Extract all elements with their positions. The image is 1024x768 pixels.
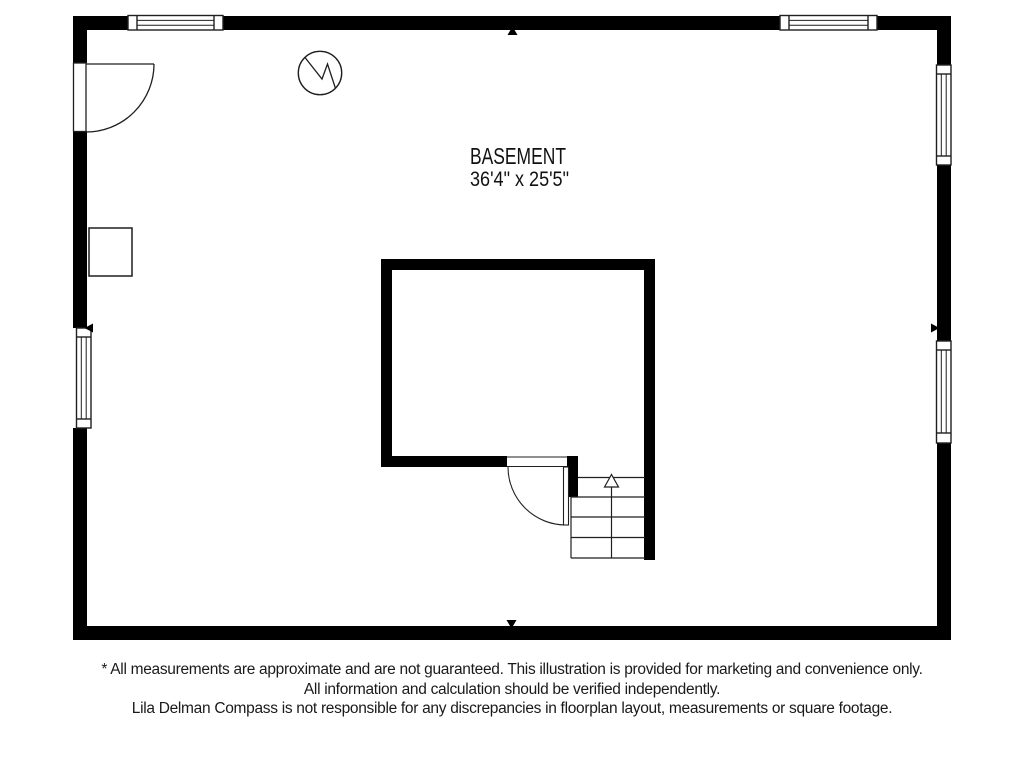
right-wall-segment [937,443,951,626]
disclaimer-text [0,660,1024,719]
door-swing-arc [508,467,566,525]
right-wall-segment [937,165,951,341]
stair-enclosure-walls [381,259,655,560]
window-right-upper [937,65,952,165]
enclosure-bottom-wall [381,456,507,467]
wall-markers [85,27,940,629]
enclosure-left-wall [381,259,392,467]
bottom-wall [73,626,951,640]
left-wall-segment [73,428,87,626]
exterior-door [74,63,155,132]
stair-treads [571,478,645,559]
enclosure-right-wall [644,259,655,560]
window-right-lower [937,341,952,443]
stair-direction-arrow [605,475,619,559]
door-leaf [564,467,569,525]
room-dimensions: 36'4" x 25'5" [470,168,569,191]
windows [77,16,952,444]
left-wall-segment [73,16,87,63]
staircase [571,475,645,559]
door-jamb [74,63,87,132]
enclosure-top-wall [381,259,655,270]
top-wall-segment [223,16,780,30]
disclaimer-line-1: * All measurements are approximate and are not guaranteed. This illustration is provided for marketing and convenience only. [101,661,923,678]
door-swing-arc [86,64,154,132]
disclaimer-line-2: All information and calculation should be verified independently. [303,680,721,698]
disclaimer-line-3: Lila Delman Compass is not responsible for any discrepancies in floorplan layout, measurements or square footage. [131,700,893,717]
outer-walls [73,16,951,640]
arrow-head-up [605,475,619,488]
chimney-box [89,228,132,276]
window-top-right [780,16,877,31]
fixture-symbol-icon [298,51,341,94]
right-wall-segment [937,16,951,65]
window-left [77,328,92,428]
window-top-left [128,16,223,31]
interior-door [507,457,569,525]
room-label: BASEMENT [470,143,566,169]
left-wall-segment [73,131,87,328]
